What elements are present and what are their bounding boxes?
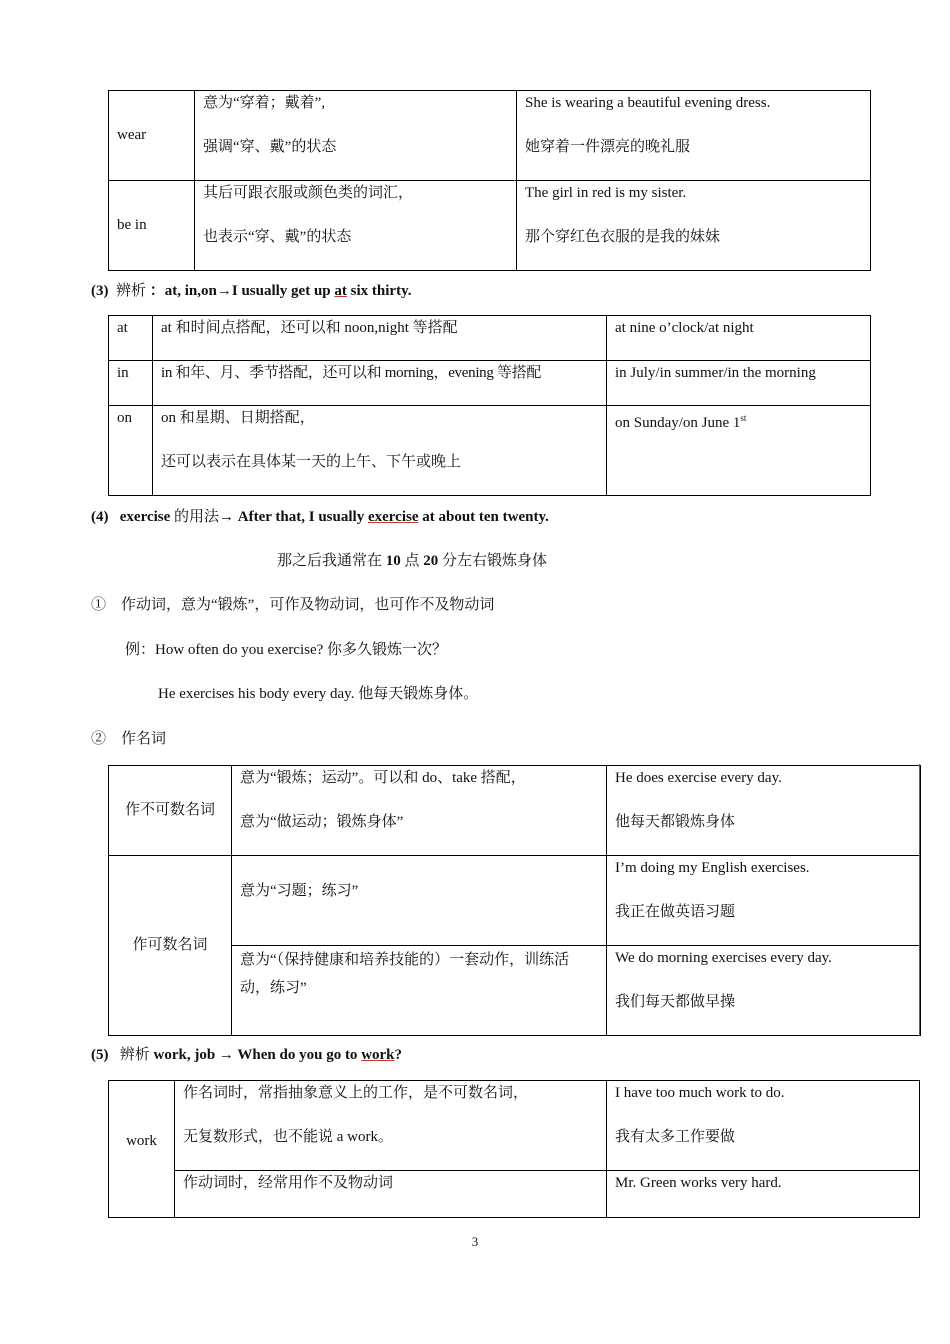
- cell-meaning: 意为“（保持健康和培养技能的）一套动作，训练活动，练习”: [232, 946, 607, 1036]
- cell-meaning: at 和时间点搭配，还可以和 noon,night 等搭配: [153, 316, 607, 361]
- section-5-heading: (5) 辨析 work, job → When do you go to work?: [91, 1047, 403, 1063]
- cell-example: I have too much work to do. 我有太多工作要做: [607, 1081, 920, 1171]
- cell-word: wear: [109, 91, 195, 181]
- cell-countable-label: 作可数名词: [109, 856, 232, 1036]
- example-1: 例：How often do you exercise? 你多久锻炼一次？: [125, 642, 448, 658]
- cell-example: on Sunday/on June 1st: [607, 406, 871, 496]
- cell-word: be in: [109, 181, 195, 271]
- cell-meaning: 意为“习题；练习”: [232, 856, 607, 946]
- section-4-heading: (4) exercise 的用法→ After that, I usually exercise at about ten twenty.: [91, 509, 549, 525]
- table-work: [108, 1080, 920, 1218]
- table-exercise-noun: [108, 765, 921, 1036]
- page-number: 3: [471, 1234, 479, 1249]
- cell-example: Mr. Green works very hard.: [607, 1171, 920, 1218]
- cell-example: in July/in summer/in the morning: [607, 361, 871, 406]
- section-4-translation: 那之后我通常在 10 点 20 分左右锻炼身体: [277, 553, 548, 569]
- table-at-in-on: [108, 315, 871, 496]
- cell-meaning: 意为“穿着；戴着”, 强调“穿、戴”的状态: [195, 91, 517, 181]
- example-2: He exercises his body every day. 他每天锻炼身体。: [158, 686, 479, 702]
- cell-word: in: [109, 361, 153, 406]
- cell-meaning: in 和年、月、季节搭配，还可以和 morning，evening 等搭配: [153, 361, 607, 406]
- point-1: ① 作动词，意为“锻炼”，可作及物动词，也可作不及物动词: [91, 597, 495, 613]
- cell-meaning: on 和星期、日期搭配， 还可以表示在具体某一天的上午、下午或晚上: [153, 406, 607, 496]
- cell-word: at: [109, 316, 153, 361]
- cell-meaning: 作名词时，常指抽象意义上的工作，是不可数名词， 无复数形式，也不能说 a work。: [175, 1081, 607, 1171]
- cell-example: The girl in red is my sister. 那个穿红色衣服的是我的妹妹: [517, 181, 871, 271]
- cell-uncountable-label: 作不可数名词: [109, 766, 232, 856]
- cell-word: work: [109, 1081, 175, 1218]
- cell-meaning: 作动词时，经常用作不及物动词: [175, 1171, 607, 1218]
- cell-meaning: 其后可跟衣服或颜色类的词汇， 也表示“穿、戴”的状态: [195, 181, 517, 271]
- cell-example: He does exercise every day. 他每天都锻炼身体: [607, 766, 921, 856]
- point-2: ② 作名词: [91, 731, 167, 747]
- table-wear-be-in: [108, 90, 871, 271]
- revision-mark: [919, 764, 920, 1036]
- cell-example: I’m doing my English exercises. 我正在做英语习题: [607, 856, 921, 946]
- cell-example: at nine o’clock/at night: [607, 316, 871, 361]
- section-3-heading: (3) 辨析 ：at, in,on→I usually get up at six thirty.: [91, 283, 412, 299]
- cell-meaning: 意为“锻炼；运动”。可以和 do、take 搭配， 意为“做运动；锻炼身体”: [232, 766, 607, 856]
- cell-word: on: [109, 406, 153, 496]
- cell-example: She is wearing a beautiful evening dress. 她穿着一件漂亮的晚礼服: [517, 91, 871, 181]
- cell-example: We do morning exercises every day. 我们每天都做早操: [607, 946, 921, 1036]
